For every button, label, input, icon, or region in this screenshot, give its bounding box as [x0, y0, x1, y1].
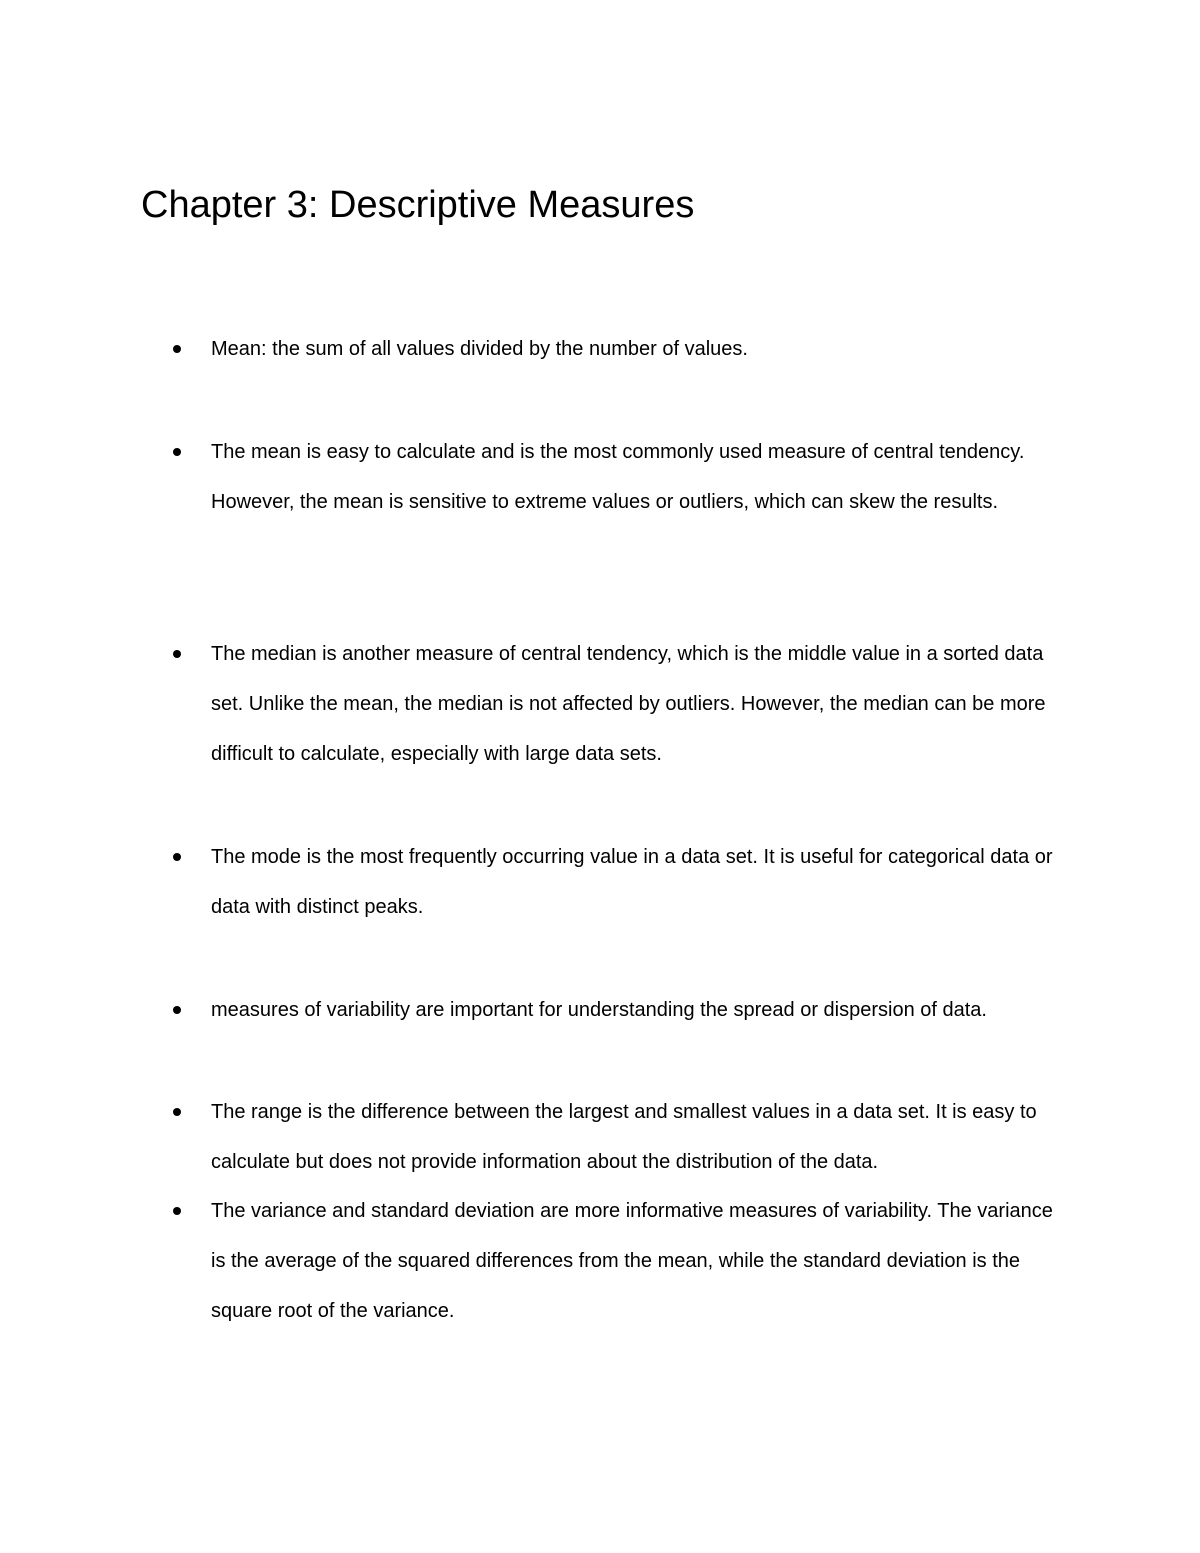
list-item: [211, 427, 1061, 527]
list-item-text: measures of variability are important for understanding the spread or dispersion of data.: [211, 999, 987, 1021]
list-item-text: The range is the difference between the largest and smallest values in a data set. It is easy to calculate but does not provide information about the distribution of the data.: [211, 1101, 1037, 1173]
list-item: [211, 1087, 1061, 1187]
bullet-icon: [173, 1108, 181, 1116]
list-item-text: Mean: the sum of all values divided by the number of values.: [211, 338, 748, 360]
list-item-text: The median is another measure of central tendency, which is the middle value in a sorted data set. Unlike the mean, the median is not affected by outliers. However, the median can be more difficult to calculate, especially with large data sets.: [211, 643, 1046, 765]
page-title: Chapter 3: Descriptive Measures: [141, 184, 695, 226]
bullet-icon: [173, 345, 181, 353]
list-item-text: The mean is easy to calculate and is the most commonly used measure of central tendency. However, the mean is sensitive to extreme values or outliers, which can skew the results.: [211, 441, 1025, 513]
list-item: [211, 1186, 1061, 1336]
list-item: [211, 324, 1061, 374]
bullet-icon: [173, 1207, 181, 1215]
list-item: [211, 832, 1061, 932]
bullet-icon: [173, 1006, 181, 1014]
list-item: [211, 629, 1061, 779]
bullet-icon: [173, 650, 181, 658]
bullet-icon: [173, 853, 181, 861]
list-item-text: The variance and standard deviation are more informative measures of variability. The variance is the average of the squared differences from the mean, while the standard deviation is the square root of the variance.: [211, 1200, 1053, 1322]
list-item: [211, 985, 1061, 1035]
bullet-icon: [173, 448, 181, 456]
list-item-text: The mode is the most frequently occurring value in a data set. It is useful for categorical data or data with distinct peaks.: [211, 846, 1053, 918]
